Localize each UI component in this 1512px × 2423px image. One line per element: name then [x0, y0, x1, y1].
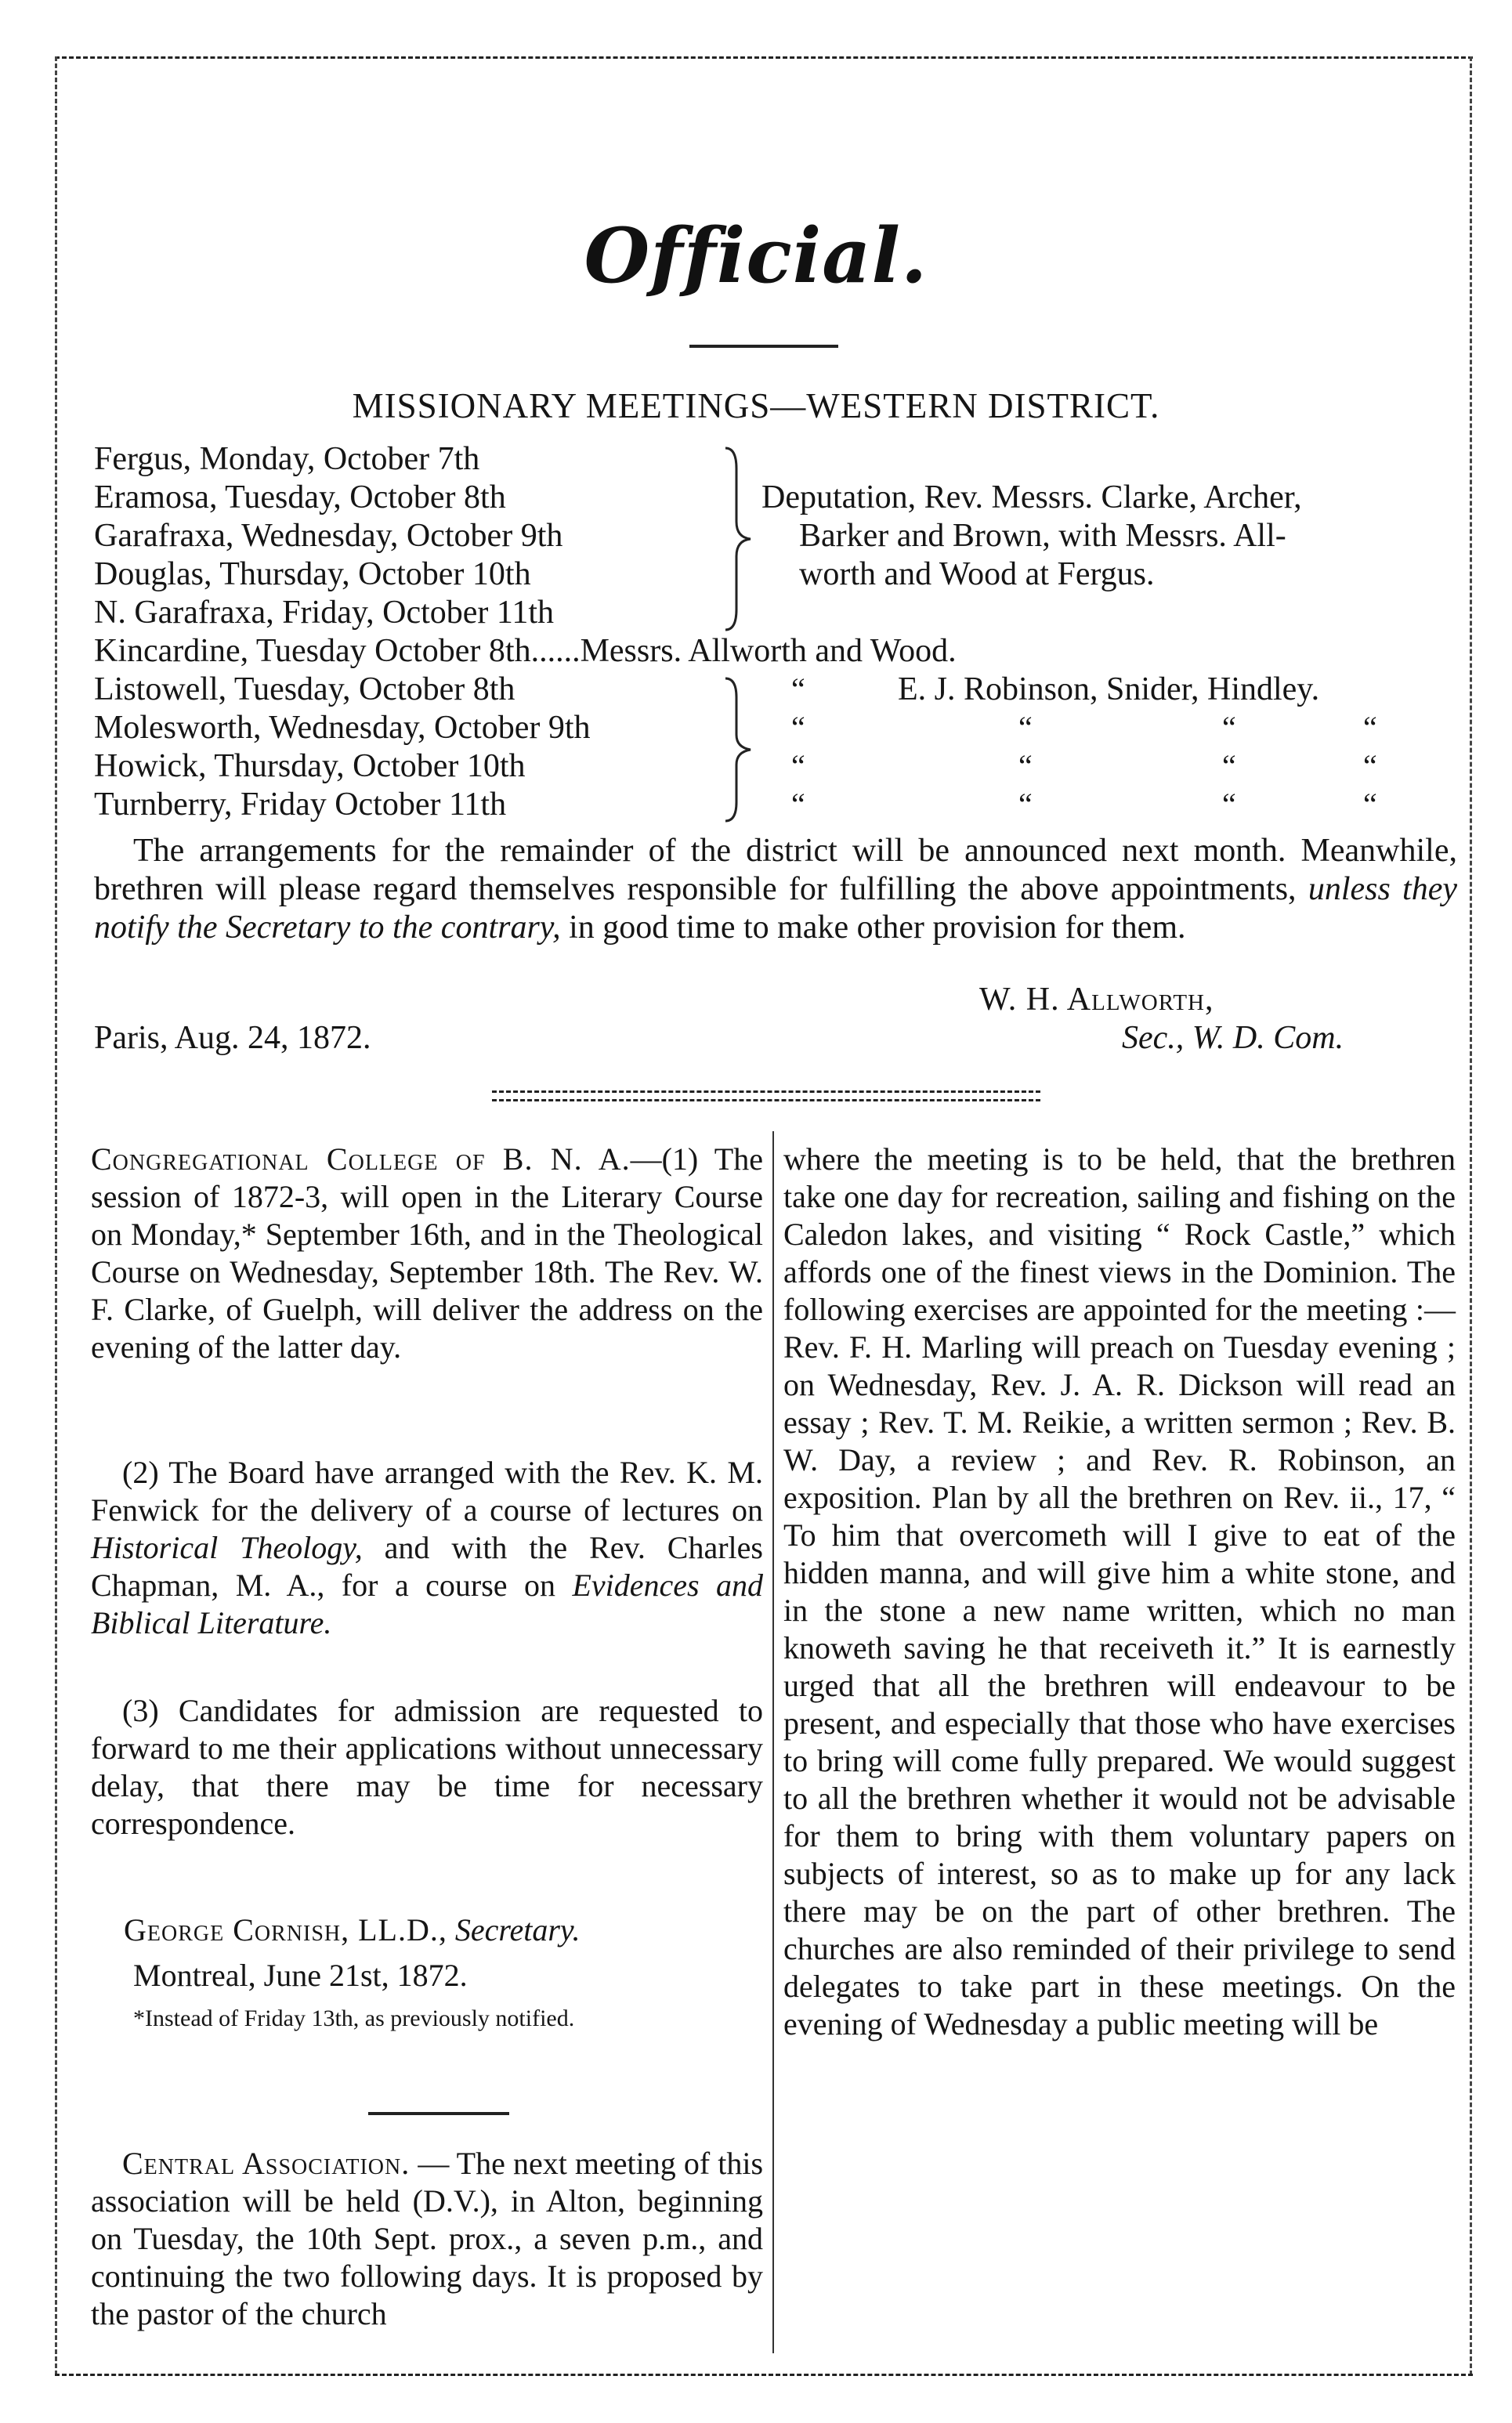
notice-italic-text: unless they notify the Secretary to the contrary,: [94, 871, 1458, 946]
brace-group1: [719, 445, 758, 633]
college-text: —(1) The session of 1872-3, will open in the Literary Course on Monday,* September 16th, and in the Theological Course on Wednesday, September 18th. The Rev. W. F. Clarke, of Guelph, will deliver the address on the evening of the latter day.: [91, 1141, 763, 1365]
deputation-line: Deputation, Rev. Messrs. Clarke, Archer,: [761, 479, 1302, 515]
kincardine-line: Kincardine, Tuesday October 8th......Messrs. Allworth and Wood.: [94, 633, 957, 669]
college-italic-text: Evidences and Biblical Literature.: [91, 1568, 764, 1640]
ditto-mark: “: [1018, 787, 1033, 822]
notice-text: The arrangements for the remainder of the district will be announced next month. Meanwhile, brethren will please regard themselves responsible for fulfilling the above appointments,: [94, 833, 1457, 907]
college-signature-title: Secretary.: [454, 1912, 581, 1947]
schedule-line: Howick, Thursday, October 10th: [94, 748, 526, 784]
ditto-mark: “: [1018, 710, 1033, 745]
central-association-continued: where the meeting is to be held, that the brethren take one day for recreation, sailing and fishing on the Caledon lakes, and visiting “ Rock Castle,” which affords one of the finest views in the Dominion. The following exercises are appointed for the meeting :—Rev. F. H. Marling will preach on Tuesday evening ; on Wednesday, Rev. J. A. R. Dickson will read an essay ; Rev. T. M. Reikie, a written sermon ; Rev. B. W. Day, a review ; and Rev. R. Robinson, an exposition. Plan by all the brethren on Rev. ii., 17, “ To him that overcometh will I give to eat of the hidden manna, and will give him a white stone, and in the stone a new name written, which no man knoweth saving he that receiveth it.” It is earnestly urged that all the brethren will endeavour to be present, and especially that those who have exercises to bring will come fully prepared. We would suggest to all the brethren whether it would not be advisable for them to bring with them voluntary papers on subjects of interest, so as to make up for any lack there may be on the part of other brethren. The churches are also reminded of their privilege to send delegates to take part in these meetings. On the evening of Wednesday a public meeting will be: [783, 1141, 1456, 2041]
section-heading: MISSIONARY MEETINGS—WESTERN DISTRICT.: [352, 386, 1160, 425]
schedule-line: Turnberry, Friday October 11th: [94, 787, 507, 823]
college-signature-name: George Cornish, LL.D.,: [124, 1912, 447, 1947]
schedule-line: N. Garafraxa, Friday, October 11th: [94, 595, 554, 631]
schedule-line: Garafraxa, Wednesday, October 9th: [94, 518, 563, 554]
college-heading: Congregational College of B. N. A.: [91, 1141, 631, 1177]
ditto-mark: “: [791, 710, 805, 745]
column-divider: [772, 1131, 774, 2353]
college-notice-p3: (3) Candidates for admission are requested to forward to me their applications without unnecessary delay, that there may be time for necessary correspondence.: [91, 1693, 763, 1841]
college-notice-p1: [91, 1141, 763, 1366]
schedule-line: Eramosa, Tuesday, October 8th: [94, 479, 506, 515]
college-footnote: *Instead of Friday 13th, as previously notified.: [133, 2005, 575, 2031]
arrangements-notice: [94, 832, 1457, 947]
masthead-rule: [689, 345, 838, 348]
central-association-notice: [91, 2145, 763, 2333]
ditto-mark: “: [1363, 748, 1377, 783]
deputation-line: Barker and Brown, with Messrs. All-: [799, 518, 1286, 554]
ditto-mark: “: [791, 748, 805, 783]
article-rule: [368, 2112, 509, 2115]
ditto-mark: “: [1018, 748, 1033, 783]
ditto-mark: “: [1363, 710, 1377, 745]
central-text: — The next meeting of this association will be held (D.V.), in Alton, beginning on Tuesday, the 10th Sept. prox., a seven p.m., and continuing the two following days. It is proposed by the pastor of the church: [91, 2146, 764, 2331]
schedule-line: Fergus, Monday, October 7th: [94, 441, 480, 477]
ditto-mark: “: [1222, 710, 1236, 745]
ditto-mark: “: [791, 787, 805, 822]
college-dateline: Montreal, June 21st, 1872.: [133, 1958, 468, 1993]
college-signature: [124, 1911, 580, 1948]
brace-group2: [719, 675, 758, 824]
notice-text: in good time to make other provision for them.: [569, 910, 1186, 946]
schedule-line: Douglas, Thursday, October 10th: [94, 556, 531, 592]
masthead-official: Official.: [584, 212, 928, 300]
ditto-mark: “: [1363, 787, 1377, 822]
section-divider: [492, 1090, 1040, 1101]
central-heading: Central Association.: [122, 2146, 411, 2181]
dateline: Paris, Aug. 24, 1872.: [94, 1020, 371, 1056]
page-border-bottom: [55, 2374, 1473, 2376]
college-italic-text: Historical Theology,: [91, 1530, 363, 1565]
schedule-line: Molesworth, Wednesday, October 9th: [94, 710, 591, 746]
schedule-line: Listowell, Tuesday, October 8th: [94, 671, 515, 707]
ditto-mark: “: [1222, 748, 1236, 783]
ditto-mark: “: [1222, 787, 1236, 822]
college-text: and with the Rev. Charles Chapman, M. A., for a course on: [91, 1530, 763, 1603]
college-text: (2) The Board have arranged with the Rev. K. M. Fenwick for the delivery of a course of lectures on: [91, 1455, 763, 1528]
group2-assignment: E. J. Robinson, Snider, Hindley.: [898, 671, 1320, 707]
ditto-mark: “: [791, 671, 805, 707]
page-border-top: [55, 56, 1473, 59]
college-notice-p2: [91, 1454, 763, 1642]
signature-name: W. H. Allworth,: [979, 982, 1214, 1018]
deputation-line: worth and Wood at Fergus.: [799, 556, 1155, 592]
signature-title: Sec., W. D. Com.: [1122, 1020, 1344, 1056]
